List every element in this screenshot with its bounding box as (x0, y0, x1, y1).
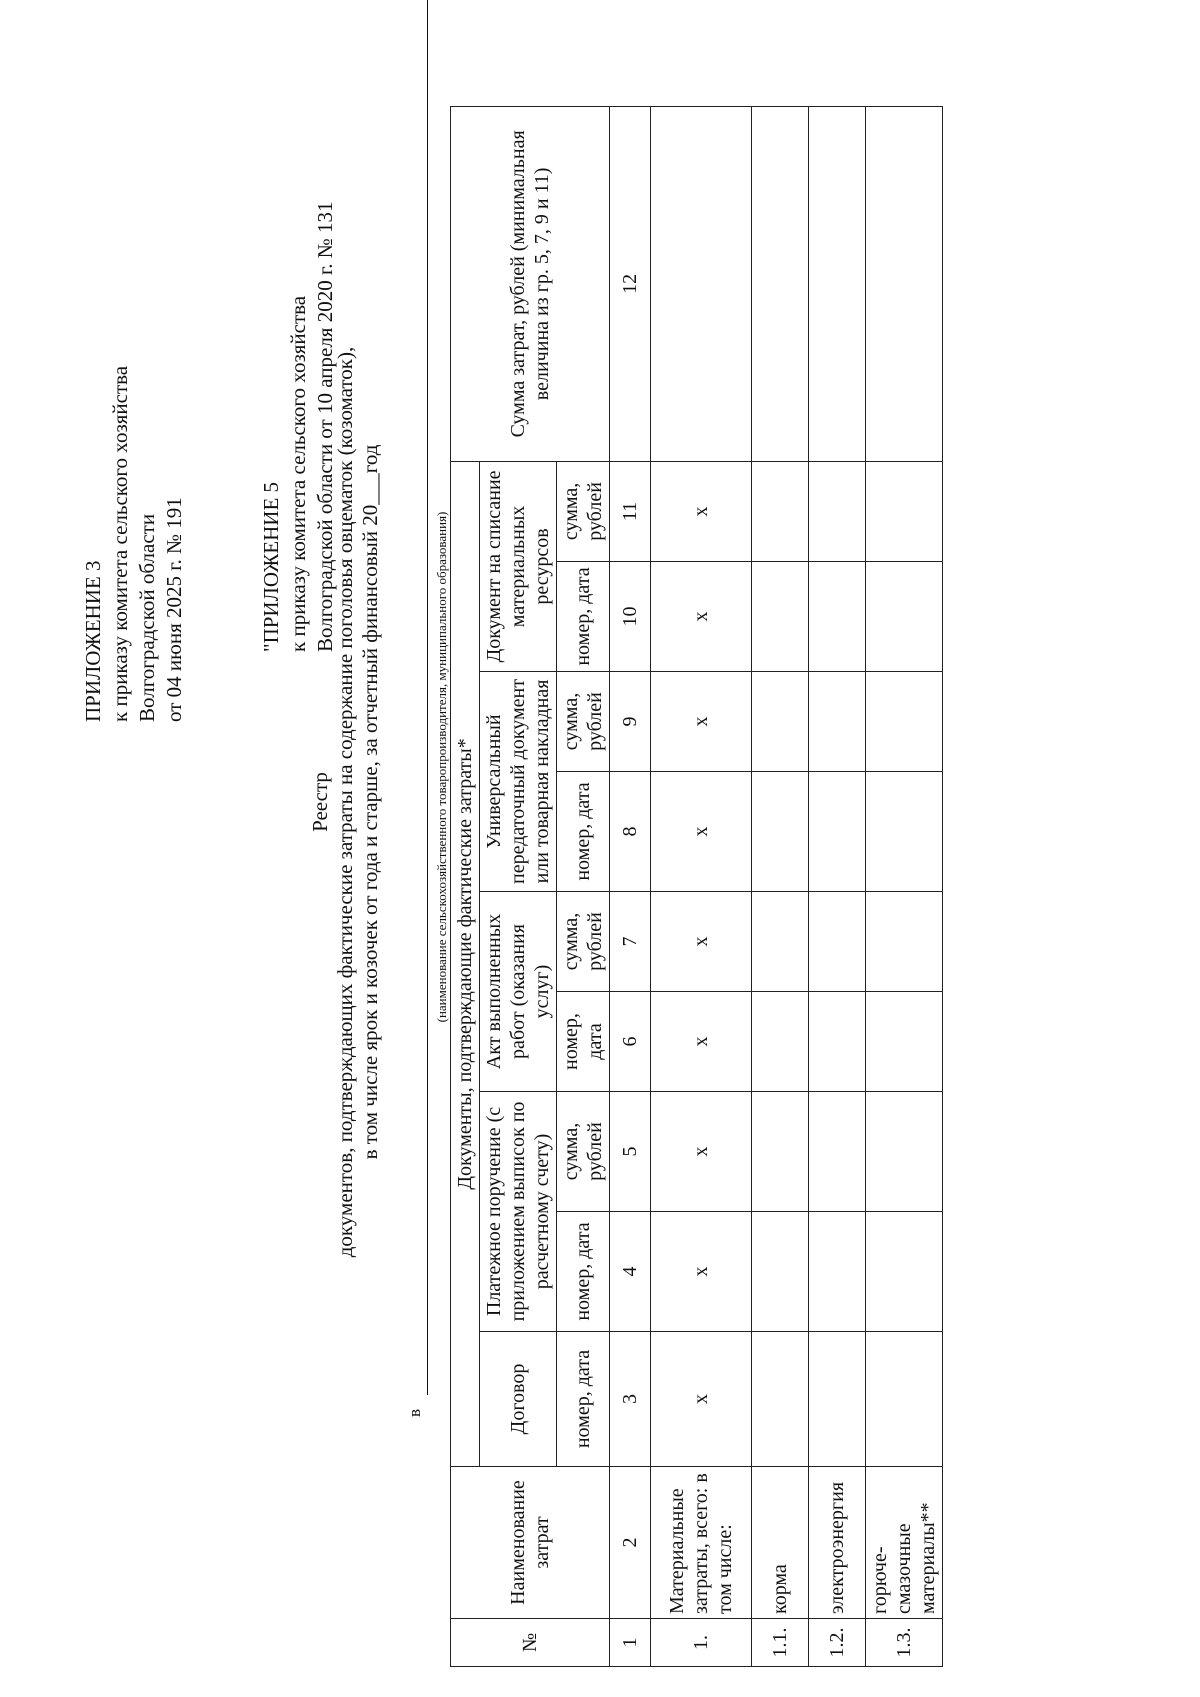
column-number: 5 (610, 1092, 651, 1212)
cell-upd-number-date[interactable] (809, 772, 866, 892)
cell-writeoff-number-date[interactable] (866, 562, 943, 672)
cell-act-number-date[interactable] (809, 992, 866, 1092)
col-header-no: № (451, 1619, 610, 1667)
cell-writeoff-sum[interactable] (866, 461, 943, 561)
cell-act-sum[interactable] (809, 892, 866, 992)
doc-header-contract: Договор (480, 1332, 557, 1467)
column-number: 3 (610, 1332, 651, 1467)
cell-act-number-date[interactable] (866, 992, 943, 1092)
producer-caption: (наименование сельскохозяйственного товаропроизводителя, муниципального образования) (434, 511, 449, 1023)
col-header-name: Наименование затрат (451, 1467, 610, 1619)
cell-writeoff-number-date: х (651, 562, 752, 672)
cell-upd-sum[interactable] (752, 672, 809, 772)
table-row-material-costs (651, 106, 752, 1666)
column-number: 8 (610, 772, 651, 892)
cell-payment-number-date[interactable] (752, 1212, 809, 1332)
appendix-5-order: к приказу комитета сельского хозяйства (286, 295, 310, 652)
header-row-1 (451, 106, 480, 1666)
cell-total-sum[interactable] (866, 106, 943, 461)
table-row-electricity (809, 106, 866, 1666)
sub-header-sum: сумма, рублей (557, 1092, 610, 1212)
cell-upd-number-date[interactable] (752, 772, 809, 892)
registry-table (450, 106, 943, 1667)
cell-payment-sum: х (651, 1092, 752, 1212)
cell-payment-number-date[interactable] (809, 1212, 866, 1332)
cell-upd-sum[interactable] (866, 672, 943, 772)
cell-contract-number-date[interactable] (752, 1332, 809, 1467)
cell-payment-number-date: х (651, 1212, 752, 1332)
doc-header-writeoff: Документ на списание материальных ресурсов (480, 461, 557, 671)
cell-act-number-date[interactable] (752, 992, 809, 1092)
cell-upd-sum[interactable] (809, 672, 866, 772)
cell-total-sum[interactable] (809, 106, 866, 461)
column-number: 10 (610, 562, 651, 672)
cell-payment-sum[interactable] (752, 1092, 809, 1212)
sub-header-sum: сумма, рублей (557, 672, 610, 772)
col-header-sum: Сумма затрат, рублей (минимальная величина из гр. 5, 7, 9 и 11) (451, 106, 610, 461)
cell-writeoff-sum[interactable] (809, 461, 866, 561)
cell-writeoff-number-date[interactable] (809, 562, 866, 672)
column-number: 4 (610, 1212, 651, 1332)
appendix-3-region: Волгоградской области (135, 513, 159, 722)
column-number-row (610, 106, 651, 1666)
column-number: 2 (610, 1467, 651, 1619)
table-row-feed (752, 106, 809, 1666)
doc-header-upd: Универсальный передаточный документ или товарная накладная (480, 672, 557, 892)
sub-header-sum: сумма, рублей (557, 461, 610, 561)
doc-header-payment: Платежное поручение (с приложением выписок по расчетному счету) (480, 1092, 557, 1332)
cell-upd-number-date: х (651, 772, 752, 892)
registry-title-period: в том числе ярок и козочек от года и старше, за отчетный финансовый 20___год (358, 444, 382, 1160)
cell-act-sum[interactable] (866, 892, 943, 992)
appendix-3-date: от 04 июня 2025 г. № 191 (162, 497, 186, 722)
cell-total-sum[interactable] (752, 106, 809, 461)
cell-act-sum: х (651, 892, 752, 992)
row-cost-name: корма (752, 1467, 809, 1619)
row-cost-name: горюче-смазочные материалы** (866, 1467, 943, 1619)
column-number: 12 (610, 106, 651, 461)
sub-header-number-date: номер, дата (557, 1212, 610, 1332)
sub-header-number-date: номер, дата (557, 772, 610, 892)
appendix-5-date: Волгоградской области от 10 апреля 2020 г. № 131 (313, 201, 337, 652)
cell-total-sum[interactable] (651, 106, 752, 461)
sub-header-number-date: номер, дата (557, 992, 610, 1092)
table-row-fuel (866, 106, 943, 1666)
registry-title-line: документов, подтверждающих фактические затраты на содержание поголовья овцематок (козоматок), (333, 346, 357, 1258)
cell-payment-number-date[interactable] (866, 1212, 943, 1332)
sub-header-number-date: номер, дата (557, 1332, 610, 1467)
row-cost-name: электроэнергия (809, 1467, 866, 1619)
row-number: 1.2. (809, 1619, 866, 1667)
registry-title (308, 307, 383, 1297)
doc-header-act: Акт выполненных работ (оказания услуг) (480, 892, 557, 1092)
appendix-3-order: к приказу комитета сельского хозяйства (108, 365, 132, 722)
group-header-docs: Документы, подтверждающие фактические затраты* (451, 461, 480, 1466)
registry-title-word: Реестр (308, 772, 332, 832)
appendix-3-header (80, 366, 188, 722)
producer-line (405, 0, 433, 1417)
sub-header-sum: сумма, рублей (557, 892, 610, 992)
column-number: 6 (610, 992, 651, 1092)
cell-writeoff-sum[interactable] (752, 461, 809, 561)
row-number: 1. (651, 1619, 752, 1667)
row-cost-name: Материальные затраты, всего: в том числе: (651, 1467, 752, 1619)
sub-header-number-date: номер, дата (557, 562, 610, 672)
row-number: 1.3. (866, 1619, 943, 1667)
cell-payment-sum[interactable] (809, 1092, 866, 1212)
column-number: 1 (610, 1619, 651, 1667)
appendix-5-title: "ПРИЛОЖЕНИЕ 5 (259, 481, 283, 652)
producer-blank-line (427, 0, 428, 1395)
cell-act-sum[interactable] (752, 892, 809, 992)
cell-payment-sum[interactable] (866, 1092, 943, 1212)
cell-writeoff-sum: х (651, 461, 752, 561)
cell-contract-number-date[interactable] (809, 1332, 866, 1467)
column-number: 11 (610, 461, 651, 561)
cell-upd-sum: х (651, 672, 752, 772)
cell-writeoff-number-date[interactable] (752, 562, 809, 672)
cell-act-number-date: х (651, 992, 752, 1092)
column-number: 9 (610, 672, 651, 772)
cell-upd-number-date[interactable] (866, 772, 943, 892)
cell-contract-number-date[interactable] (866, 1332, 943, 1467)
row-number: 1.1. (752, 1619, 809, 1667)
appendix-3-title: ПРИЛОЖЕНИЕ 3 (81, 560, 105, 722)
producer-prefix: в (405, 1408, 424, 1417)
column-number: 7 (610, 892, 651, 992)
cell-contract-number-date: х (651, 1332, 752, 1467)
